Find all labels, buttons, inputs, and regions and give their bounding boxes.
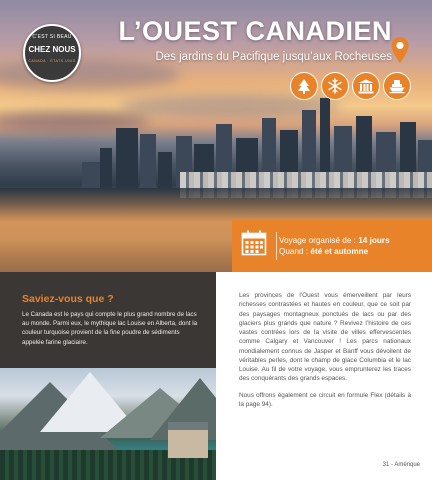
fact-box: [0, 272, 216, 368]
museum-icon: [352, 72, 380, 100]
ferry-icon: [383, 72, 411, 100]
badge-bottom-text: CANADA · ÉTATS-UNIS: [28, 59, 76, 63]
badge-main-text: CHEZ NOUS: [28, 45, 76, 54]
page-title: L’OUEST CANADIEN: [118, 16, 392, 46]
snowflake-icon: [321, 72, 349, 100]
chez-nous-badge: [23, 24, 81, 82]
badge-top-text: C’EST SI BEAU: [32, 34, 72, 40]
page-number: 31 - Amérique: [382, 462, 420, 468]
location-pin-icon: [390, 36, 410, 64]
chateau-roof: [168, 422, 208, 430]
season-label: Quand :: [279, 247, 309, 256]
season-value: été et automne: [310, 247, 369, 256]
trip-info-text: [279, 235, 390, 257]
trip-info-box: [232, 220, 432, 272]
fact-box-heading: Saviez-vous que ?: [22, 293, 114, 305]
page-subtitle: Des jardins du Pacifique jusqu’aux Rocheuses: [155, 51, 392, 63]
chateau-building: [168, 430, 208, 458]
calendar-icon: [241, 230, 267, 256]
duration-value: 14 jours: [358, 236, 390, 245]
duration-label: Voyage organisé de :: [279, 236, 356, 245]
article-paragraph-2: Nous offrons également ce circuit en formule Flex (détails à la page 94).: [239, 392, 411, 409]
tree-icon: [290, 72, 318, 100]
article-paragraph-1: Les provinces de l’Ouest vous émerveillent par leurs richesses contrastées et hautes en couleur, que ce soit par des paysages montagneux ponctués de lacs ou par des glaciers plus grands que nature ? Revivez l’histoire de ces vastes contrées lors de la visite de villes effervescentes comme Calgary et Vancouver ! Les parcs nationaux mondialement connus de Jasper et Banff vous dévoilent de véritables perles, dont le champ de glace Columbia et le lac Louise. Au fil de votre voyage, vous emprunterez les traces des conquérants des grands espaces.: [239, 292, 411, 383]
fact-box-text: Le Canada est le pays qui compte le plus grand nombre de lacs au monde. Parmi eux, le mythique lac Louise en Alberta, dont la couleur turquoise provient de la fine poudre de sédiments appelée farine glaciaire.: [22, 311, 198, 346]
